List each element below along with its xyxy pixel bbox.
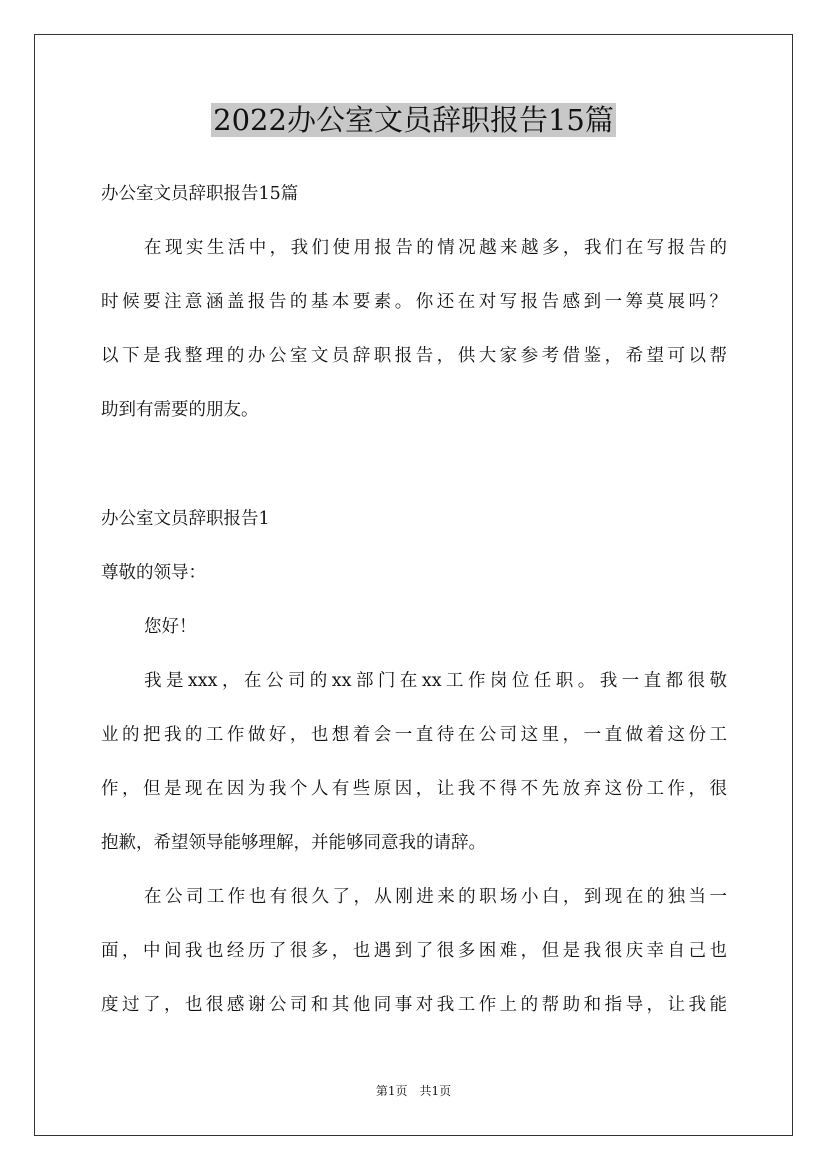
paragraph-1-line-3: 作，但是现在因为我个人有些原因，让我不得不先放弃这份工作，很 [101, 779, 727, 799]
title-highlight: 2022办公室文员辞职报告15篇 [213, 103, 614, 137]
intro-line-1: 在现实生活中，我们使用报告的情况越来越多，我们在写报告的 [144, 238, 727, 258]
paragraph-1-line-1: 我是xxx，在公司的xx部门在xx工作岗位任职。我一直都很敬 [144, 671, 727, 691]
paragraph-2-line-2: 面，中间我也经历了很多，也遇到了很多困难，但是我很庆幸自己也 [101, 941, 727, 961]
section-heading: 办公室文员辞职报告1 [101, 509, 270, 529]
paragraph-2-line-3: 度过了，也很感谢公司和其他同事对我工作上的帮助和指导，让我能 [101, 995, 727, 1015]
paragraph-2-line-1: 在公司工作也有很久了，从刚进来的职场小白，到现在的独当一 [144, 887, 727, 907]
greeting: 您好！ [144, 617, 197, 637]
document-title [0, 98, 827, 142]
paragraph-1-line-2: 业的把我的工作做好，也想着会一直待在公司这里，一直做着这份工 [101, 725, 727, 745]
page-footer: 第1页 共1页 [375, 1084, 452, 1098]
document-subtitle: 办公室文员辞职报告15篇 [101, 184, 299, 204]
salutation: 尊敬的领导： [101, 563, 206, 583]
intro-line-3: 以下是我整理的办公室文员辞职报告，供大家参考借鉴，希望可以帮 [101, 346, 727, 366]
paragraph-1-line-4: 抱歉，希望领导能够理解，并能够同意我的请辞。 [101, 833, 486, 853]
intro-line-2: 时候要注意涵盖报告的基本要素。你还在对写报告感到一筹莫展吗？ [101, 292, 727, 312]
intro-line-4: 助到有需要的朋友。 [101, 400, 259, 420]
